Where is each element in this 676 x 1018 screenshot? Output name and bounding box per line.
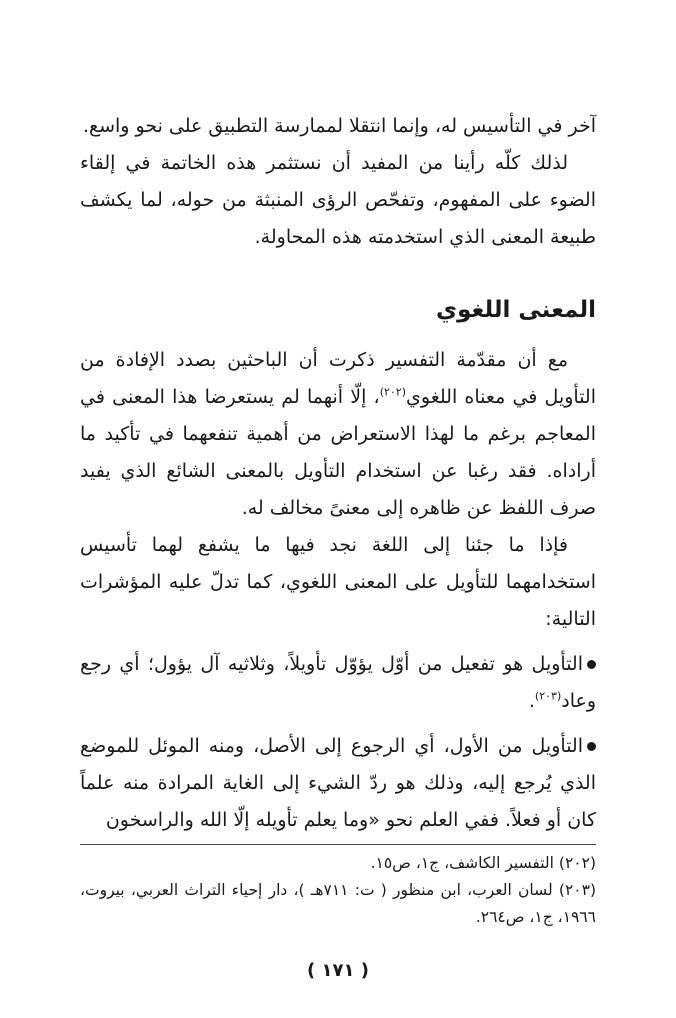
paragraph-text: ، إلّا أنهما لم يستعرضا هذا المعنى في المعاجم برغم ما لهذا الاستعراض من أهمية تنفعهما في تأكيد ما أراداه. فقد رغبا عن استخدام التأويل بالمعنى الشائع الذي يفيد صرف اللفظ عن ظاهره إلى معنىً مخالف له. [80, 386, 596, 519]
footnote-ref-203[interactable]: (٢٠٣) [534, 689, 562, 703]
footnote-203: (٢٠٣) لسان العرب، ابن منظور ( ت: ٧١١هـ )، دار إحياء التراث العربي، بيروت، ١٩٦٦، ج١، ص٢٦٤. [80, 881, 597, 926]
bullet-text: التأويل هو تفعيل من أوّل يؤوّل تأويلاً، وثلاثيه آل يؤول؛ أي رجع وعاد [80, 653, 596, 712]
paragraph-text: مع أن مقدّمة التفسير ذكرت أن الباحثين بصدد الإفادة من التأويل في معناه اللغوي [80, 349, 597, 408]
section-paragraph-1 [80, 342, 596, 527]
footnote-divider [80, 844, 596, 845]
footnotes [80, 850, 596, 931]
bullet-text: التأويل من الأول، أي الرجوع إلى الأصل، ومنه الموئل للموضع الذي يُرجع إليه، وذلك هو ردّ الشيء إلى الغاية المرادة منه علماً كان أو فعلاً. ففي العلم نحو «وما يعلم تأويله إلّا الله والراسخون [80, 735, 596, 831]
section-paragraph-2: فإذا ما جئنا إلى اللغة نجد فيها ما يشفع لهما تأسيس استخدامهما للتأويل على المعنى اللغوي، كما تدلّ عليه المؤشرات التالية: [80, 534, 596, 630]
bullet-icon [587, 660, 596, 669]
bullet-item-2 [80, 728, 596, 839]
page-number: ( ١٧١ ) [307, 960, 369, 981]
footnote-202: (٢٠٢) التفسير الكاشف، ج١، ص١٥. [370, 854, 596, 872]
intro-line: آخر في التأسيس له، وإنما انتقلا لممارسة التطبيق على نحو واسع. [82, 115, 596, 137]
bullet-icon [587, 742, 596, 751]
intro-paragraph: لذلك كلّه رأينا من المفيد أن نستثمر هذه الخاتمة في إلقاء الضوء على المفهوم، وتفحّص الرؤى المنبثة من حوله، لما يكشف طبيعة المعنى الذي استخدمته هذه المحاولة. [80, 152, 596, 248]
bullet-text: . [528, 690, 535, 712]
page-body [80, 108, 596, 839]
section-heading: المعنى اللغوي [436, 297, 596, 323]
bullet-item-1 [80, 646, 596, 720]
footnote-ref-202[interactable]: (٢٠٢) [379, 385, 407, 399]
